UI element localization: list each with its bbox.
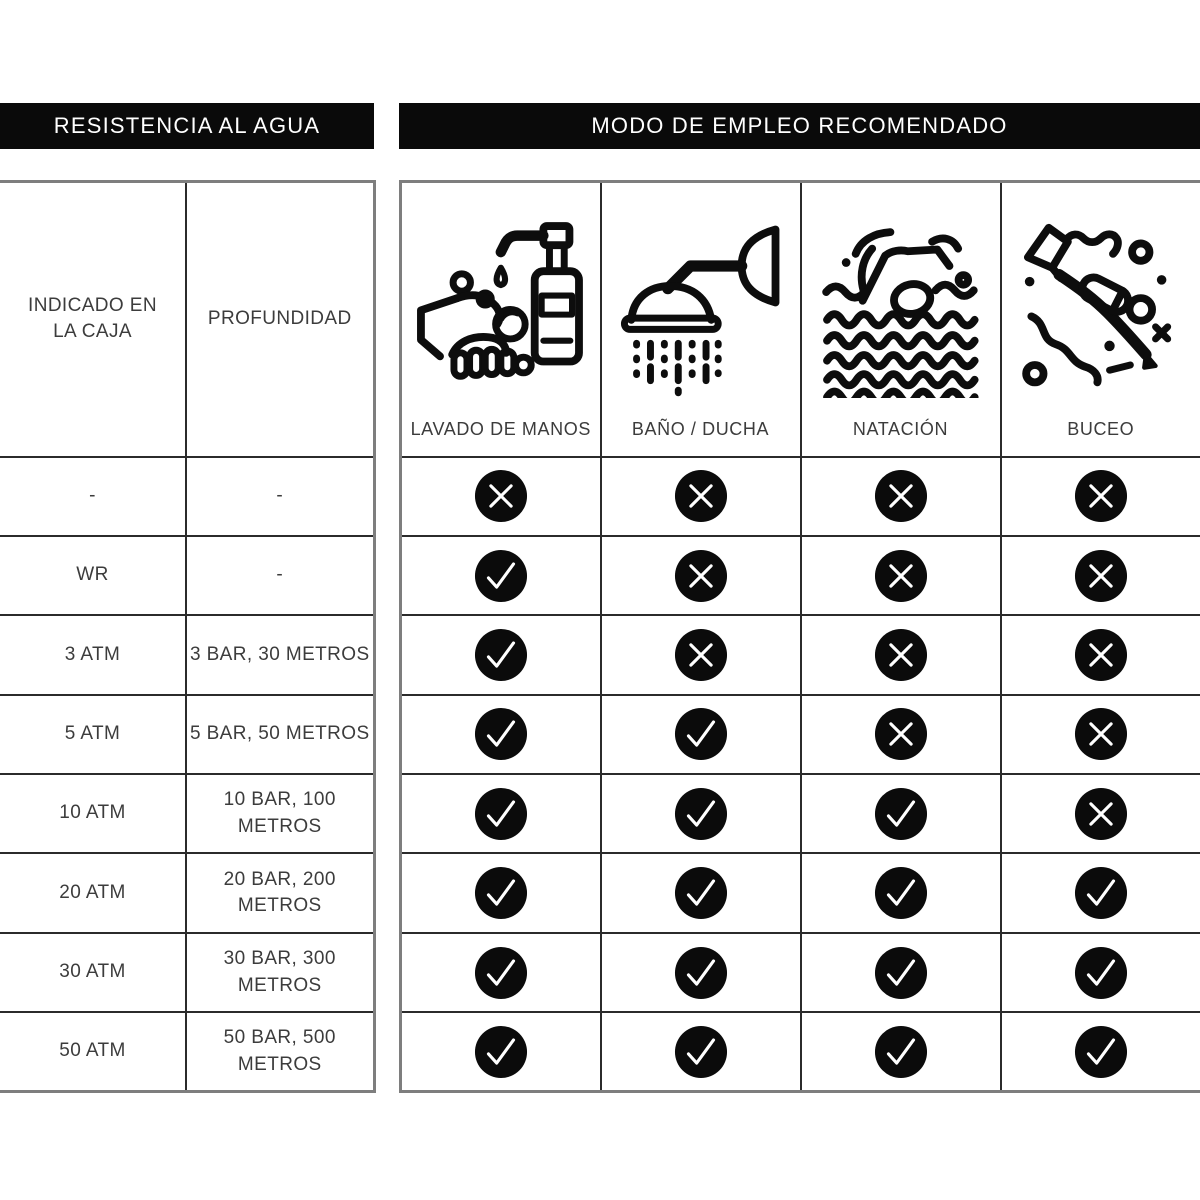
cross-icon bbox=[1074, 549, 1128, 603]
water-resistance-table bbox=[0, 180, 376, 1093]
resistance-row bbox=[0, 536, 374, 615]
check-icon bbox=[674, 1025, 728, 1079]
resistance-row bbox=[0, 457, 374, 536]
check-icon bbox=[474, 549, 528, 603]
cross-icon bbox=[1074, 707, 1128, 761]
profundidad-cell: 5 BAR, 50 METROS bbox=[186, 695, 374, 774]
column-header-profundidad: PROFUNDIDAD bbox=[186, 182, 374, 457]
cross-icon bbox=[874, 549, 928, 603]
profundidad-cell: - bbox=[186, 457, 374, 536]
profundidad-cell: 3 BAR, 30 METROS bbox=[186, 615, 374, 694]
usage-row bbox=[401, 853, 1200, 932]
profundidad-cell: 20 BAR, 200 METROS bbox=[186, 853, 374, 932]
check-icon bbox=[474, 866, 528, 920]
handwash-icon bbox=[414, 200, 588, 398]
allowed-mark-cell bbox=[1001, 1012, 1200, 1091]
usage-row bbox=[401, 1012, 1200, 1091]
check-icon bbox=[874, 866, 928, 920]
allowed-mark-cell bbox=[401, 1012, 601, 1091]
usage-row bbox=[401, 774, 1200, 853]
activity-column-shower bbox=[601, 182, 801, 457]
check-icon bbox=[474, 787, 528, 841]
check-icon bbox=[1074, 946, 1128, 1000]
cross-icon bbox=[874, 707, 928, 761]
activity-header bbox=[402, 184, 600, 455]
left-header-title: RESISTENCIA AL AGUA bbox=[53, 113, 321, 138]
check-icon bbox=[874, 787, 928, 841]
column-header-caja: INDICADO EN LA CAJA bbox=[0, 182, 186, 457]
not-allowed-mark-cell bbox=[1001, 615, 1200, 694]
not-allowed-mark-cell bbox=[601, 615, 801, 694]
right-header-title: MODO DE EMPLEO RECOMENDADO bbox=[591, 113, 1008, 138]
swimmer-icon bbox=[814, 200, 988, 398]
activity-label: LAVADO DE MANOS bbox=[410, 418, 591, 439]
activity-header bbox=[802, 184, 1000, 455]
not-allowed-mark-cell bbox=[801, 695, 1001, 774]
allowed-mark-cell bbox=[601, 1012, 801, 1091]
not-allowed-mark-cell bbox=[1001, 536, 1200, 615]
resistance-row bbox=[0, 1012, 374, 1091]
caja-cell: 50 ATM bbox=[0, 1012, 186, 1091]
allowed-mark-cell bbox=[1001, 933, 1200, 1012]
activity-label: BAÑO / DUCHA bbox=[631, 418, 770, 439]
not-allowed-mark-cell bbox=[801, 457, 1001, 536]
scuba-diver-icon bbox=[1014, 200, 1188, 398]
allowed-mark-cell bbox=[401, 536, 601, 615]
activity-label: NATACIÓN bbox=[852, 418, 949, 439]
not-allowed-mark-cell bbox=[1001, 695, 1200, 774]
allowed-mark-cell bbox=[601, 774, 801, 853]
not-allowed-mark-cell bbox=[801, 536, 1001, 615]
column-header-row bbox=[0, 182, 374, 457]
right-header-bar bbox=[399, 103, 1200, 149]
caja-cell: 10 ATM bbox=[0, 774, 186, 853]
not-allowed-mark-cell bbox=[801, 615, 1001, 694]
not-allowed-mark-cell bbox=[401, 457, 601, 536]
profundidad-cell: 50 BAR, 500 METROS bbox=[186, 1012, 374, 1091]
profundidad-cell: 10 BAR, 100 METROS bbox=[186, 774, 374, 853]
activity-column-diving bbox=[1001, 182, 1200, 457]
resistance-row bbox=[0, 615, 374, 694]
usage-row bbox=[401, 933, 1200, 1012]
cross-icon bbox=[674, 469, 728, 523]
cross-icon bbox=[674, 549, 728, 603]
resistance-row bbox=[0, 695, 374, 774]
resistance-row bbox=[0, 933, 374, 1012]
check-icon bbox=[474, 1025, 528, 1079]
cross-icon bbox=[1074, 628, 1128, 682]
allowed-mark-cell bbox=[801, 933, 1001, 1012]
check-icon bbox=[674, 707, 728, 761]
resistance-row bbox=[0, 774, 374, 853]
allowed-mark-cell bbox=[401, 933, 601, 1012]
activity-column-handwash bbox=[401, 182, 601, 457]
not-allowed-mark-cell bbox=[601, 536, 801, 615]
activity-header bbox=[602, 184, 800, 455]
caja-cell: 30 ATM bbox=[0, 933, 186, 1012]
usage-table bbox=[399, 180, 1200, 1093]
activity-column-swimming bbox=[801, 182, 1001, 457]
allowed-mark-cell bbox=[601, 695, 801, 774]
check-icon bbox=[674, 866, 728, 920]
caja-cell: WR bbox=[0, 536, 186, 615]
usage-row bbox=[401, 536, 1200, 615]
check-icon bbox=[1074, 866, 1128, 920]
allowed-mark-cell bbox=[601, 853, 801, 932]
activity-label: BUCEO bbox=[1067, 418, 1135, 439]
allowed-mark-cell bbox=[801, 774, 1001, 853]
activity-header-row bbox=[401, 182, 1200, 457]
cross-icon bbox=[674, 628, 728, 682]
cross-icon bbox=[474, 469, 528, 523]
left-header-bar bbox=[0, 103, 374, 149]
caja-cell: - bbox=[0, 457, 186, 536]
check-icon bbox=[474, 628, 528, 682]
allowed-mark-cell bbox=[401, 695, 601, 774]
allowed-mark-cell bbox=[601, 933, 801, 1012]
allowed-mark-cell bbox=[801, 853, 1001, 932]
activity-header bbox=[1002, 184, 1200, 455]
check-icon bbox=[1074, 1025, 1128, 1079]
usage-row bbox=[401, 457, 1200, 536]
resistance-row bbox=[0, 853, 374, 932]
not-allowed-mark-cell bbox=[1001, 457, 1200, 536]
profundidad-cell: - bbox=[186, 536, 374, 615]
shower-icon bbox=[614, 200, 788, 398]
check-icon bbox=[674, 946, 728, 1000]
cross-icon bbox=[874, 628, 928, 682]
check-icon bbox=[474, 707, 528, 761]
check-icon bbox=[874, 946, 928, 1000]
caja-cell: 3 ATM bbox=[0, 615, 186, 694]
caja-cell: 20 ATM bbox=[0, 853, 186, 932]
check-icon bbox=[474, 946, 528, 1000]
allowed-mark-cell bbox=[401, 853, 601, 932]
cross-icon bbox=[874, 469, 928, 523]
cross-icon bbox=[1074, 787, 1128, 841]
check-icon bbox=[674, 787, 728, 841]
allowed-mark-cell bbox=[401, 774, 601, 853]
usage-row bbox=[401, 615, 1200, 694]
cross-icon bbox=[1074, 469, 1128, 523]
profundidad-cell: 30 BAR, 300 METROS bbox=[186, 933, 374, 1012]
allowed-mark-cell bbox=[401, 615, 601, 694]
caja-cell: 5 ATM bbox=[0, 695, 186, 774]
allowed-mark-cell bbox=[1001, 853, 1200, 932]
check-icon bbox=[874, 1025, 928, 1079]
not-allowed-mark-cell bbox=[1001, 774, 1200, 853]
usage-row bbox=[401, 695, 1200, 774]
allowed-mark-cell bbox=[801, 1012, 1001, 1091]
not-allowed-mark-cell bbox=[601, 457, 801, 536]
